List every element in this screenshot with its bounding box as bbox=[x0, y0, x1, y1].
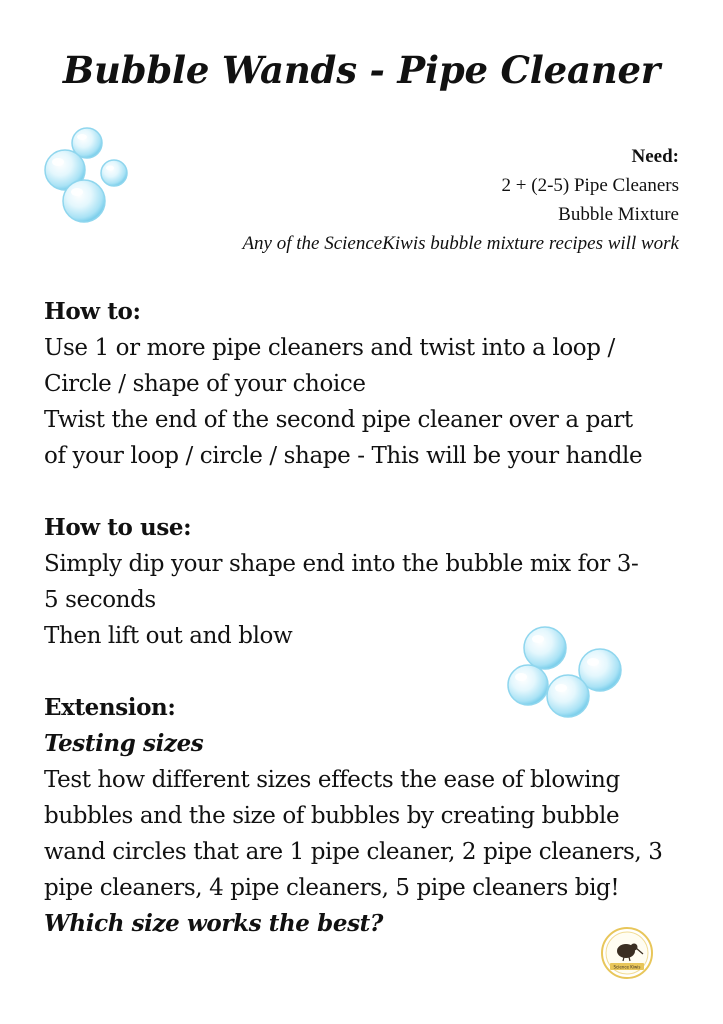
logo-text: Science Kiwis bbox=[613, 964, 641, 970]
how-to-line: Twist the end of the second pipe cleaner over a part bbox=[44, 407, 633, 433]
bubble-icon bbox=[524, 627, 566, 669]
extension-line: Test how different sizes effects the ease of blowing bbox=[44, 767, 620, 793]
how-to-line: Circle / shape of your choice bbox=[44, 371, 366, 397]
bubble-icon bbox=[101, 160, 127, 186]
page-title: Bubble Wands - Pipe Cleaner bbox=[62, 48, 661, 92]
need-heading: Need: bbox=[631, 146, 679, 167]
extension-question: Which size works the best? bbox=[44, 910, 383, 937]
extension-line: wand circles that are 1 pipe cleaner, 2 pipe cleaners, 3 bbox=[44, 839, 663, 865]
extension-subheading: Testing sizes bbox=[44, 730, 204, 757]
extension-heading: Extension: bbox=[44, 694, 176, 721]
need-note: Any of the ScienceKiwis bubble mixture recipes will work bbox=[242, 233, 679, 254]
bubble-icon bbox=[63, 180, 105, 222]
need-item: Bubble Mixture bbox=[558, 204, 679, 225]
how-to-line: of your loop / circle / shape - This will be your handle bbox=[44, 443, 643, 469]
how-to-use-heading: How to use: bbox=[44, 514, 192, 541]
how-to-heading: How to: bbox=[44, 298, 141, 325]
science-kiwis-logo bbox=[600, 926, 654, 980]
how-to-use-line: Then lift out and blow bbox=[44, 623, 293, 649]
bubbles-illustration-top bbox=[40, 120, 140, 230]
how-to-use-line: Simply dip your shape end into the bubble mix for 3- bbox=[44, 551, 639, 577]
need-item: 2 + (2-5) Pipe Cleaners bbox=[501, 175, 679, 196]
extension-line: bubbles and the size of bubbles by creating bubble bbox=[44, 803, 620, 829]
extension-section bbox=[44, 690, 694, 942]
how-to-line: Use 1 or more pipe cleaners and twist into a loop / bbox=[44, 335, 615, 361]
how-to-section bbox=[44, 294, 694, 474]
how-to-use-line: 5 seconds bbox=[44, 587, 156, 613]
extension-line: pipe cleaners, 4 pipe cleaners, 5 pipe cleaners big! bbox=[44, 875, 620, 901]
materials-needed bbox=[242, 142, 679, 258]
